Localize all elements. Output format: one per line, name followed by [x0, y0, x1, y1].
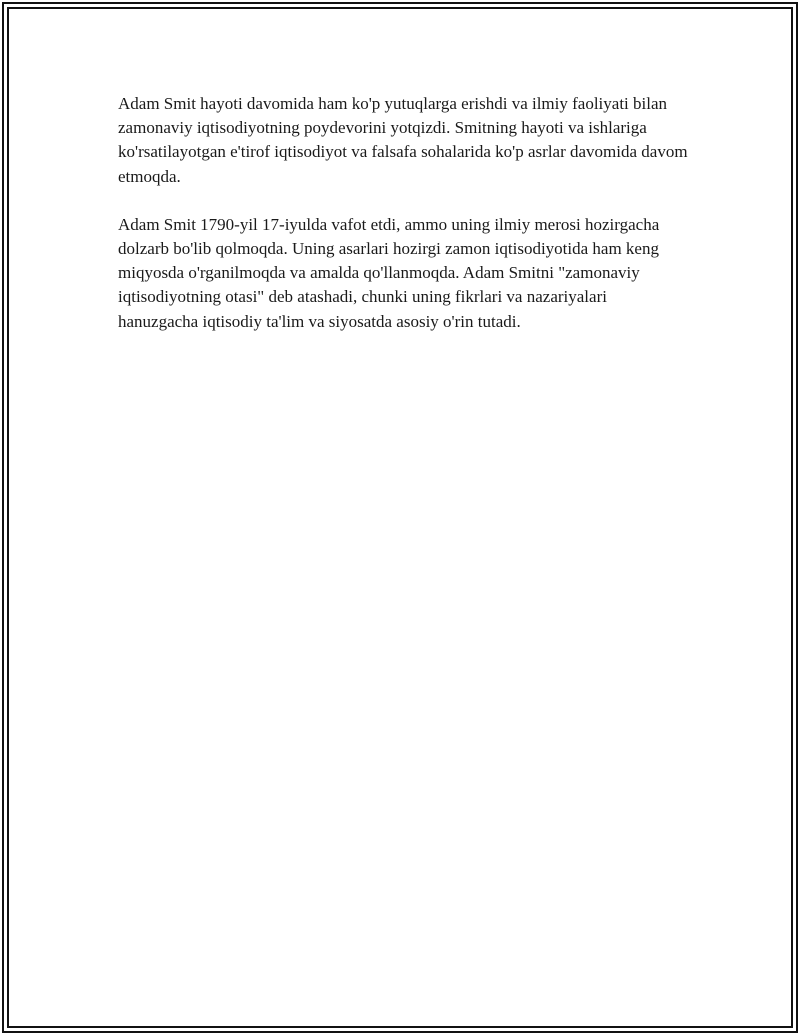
paragraph-1: Adam Smit hayoti davomida ham ko'p yutuqlarga erishdi va ilmiy faoliyati bilan zamonaviy iqtisodiyotning poydevorini yotqizdi. Smitning hayoti va ishlariga ko'rsatilayotgan e'tirof iqtisodiyot va falsafa sohalarida ko'p asrlar davomida davom etmoqda. [118, 94, 688, 186]
document-body [118, 92, 688, 358]
paragraph-2: Adam Smit 1790-yil 17-iyulda vafot etdi, ammo uning ilmiy merosi hozirgacha dolzarb bo'lib qolmoqda. Uning asarlari hozirgi zamon iqtisodiyotida ham keng miqyosda o'rganilmoqda va amalda qo'llanmoqda. Adam Smitni "zamonaviy iqtisodiyotning otasi" deb atashadi, chunki uning fikrlari va nazariyalari hanuzgacha iqtisodiy ta'lim va siyosatda asosiy o'rin tutadi. [118, 214, 660, 331]
